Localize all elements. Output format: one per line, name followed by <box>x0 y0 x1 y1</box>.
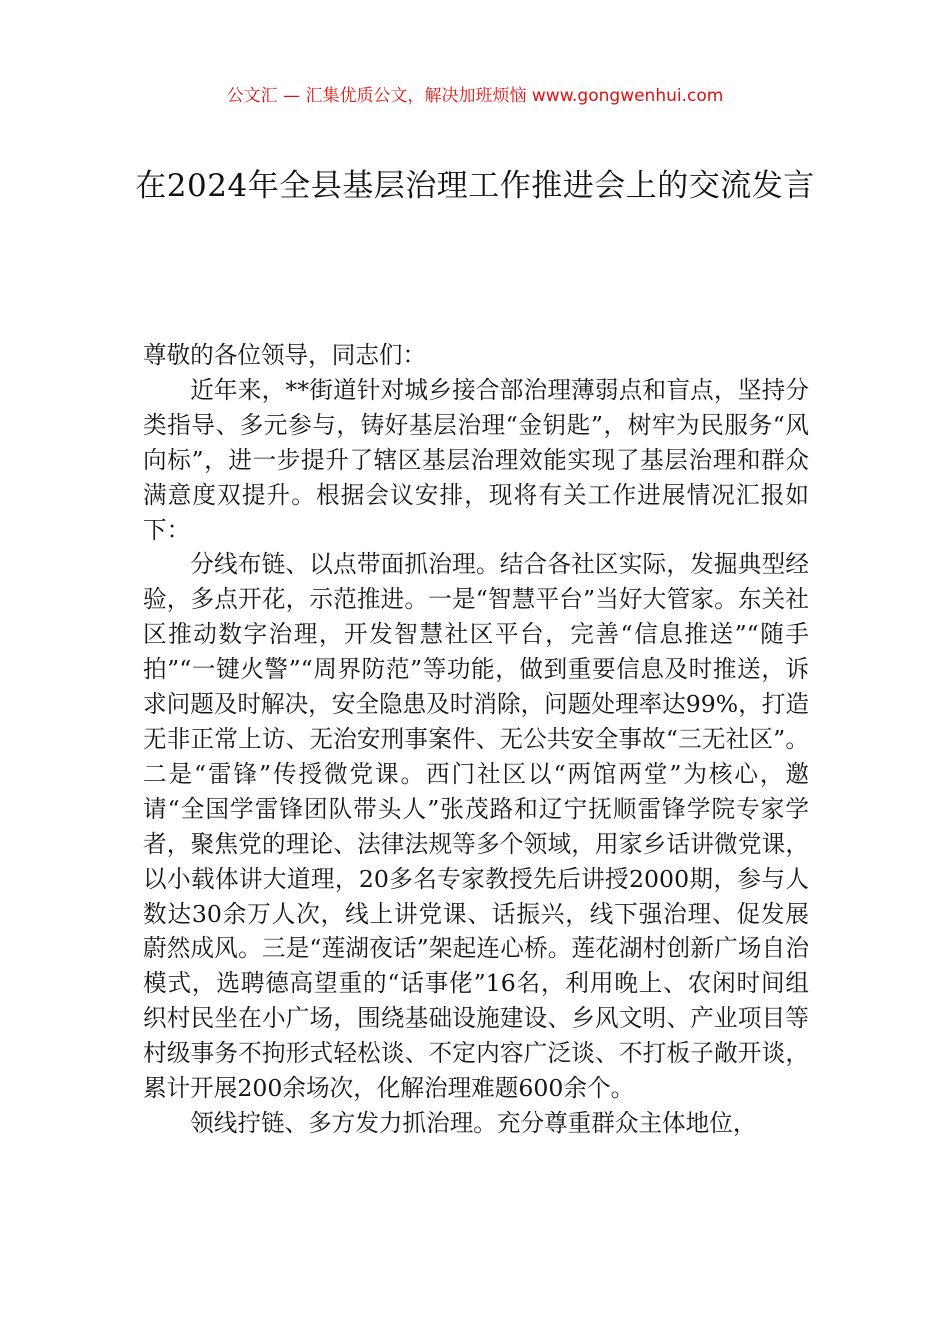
site-banner: 公文汇 — 汇集优质公文，解决加班烦恼 www.gongwenhui.com <box>226 86 724 106</box>
paragraph-section-2: 领线拧链、多方发力抓治理。充分尊重群众主体地位， <box>190 1108 757 1137</box>
paragraph-intro: 近年来，**街道针对城乡接合部治理薄弱点和盲点，坚持分类指导、多元参与，铸好基层治理“金钥匙”，树牢为民服务“风向标”，进一步提升了辖区基层治理效能实现了基层治理和群众满意度双提升。根据会议安排，现将有关工作进展情况汇报如下： <box>143 375 809 544</box>
salutation: 尊敬的各位领导，同志们： <box>143 341 427 369</box>
paragraph-section-1: 分线布链、以点带面抓治理。结合各社区实际，发掘典型经验，多点开花，示范推进。一是“智慧平台”当好大管家。东关社区推动数字治理，开发智慧社区平台，完善“信息推送”“随手拍”“一键火警”“周界防范”等功能，做到重要信息及时推送，诉求问题及时解决，安全隐患及时消除，问题处理率达99%，打造无非正常上访、无治安刑事案件、无公共安全事故“三无社区”。二是“雷锋”传授微党课。西门社区以“两馆两堂”为核心，邀请“全国学雷锋团队带头人”张茂路和辽宁抚顺雷锋学院专家学者，聚焦党的理论、法律法规等多个领域，用家乡话讲微党课，以小载体讲大道理，20多名专家教授先后讲授2000期，参与人数达30余万人次，线上讲党课、话振兴，线下强治理、促发展蔚然成风。三是“莲湖夜话”架起连心桥。莲花湖村创新广场自治模式，选聘德高望重的“话事佬”16名，利用晚上、农闲时间组织村民坐在小广场，围绕基础设施建设、乡风文明、产业项目等村级事务不拘形式轻松谈、不定内容广泛谈、不打板子敞开谈，累计开展200余场次，化解治理难题600余个。 <box>143 550 809 1103</box>
document-body <box>143 338 809 1141</box>
document-title: 在2024年全县基层治理工作推进会上的交流发言 <box>135 168 815 204</box>
